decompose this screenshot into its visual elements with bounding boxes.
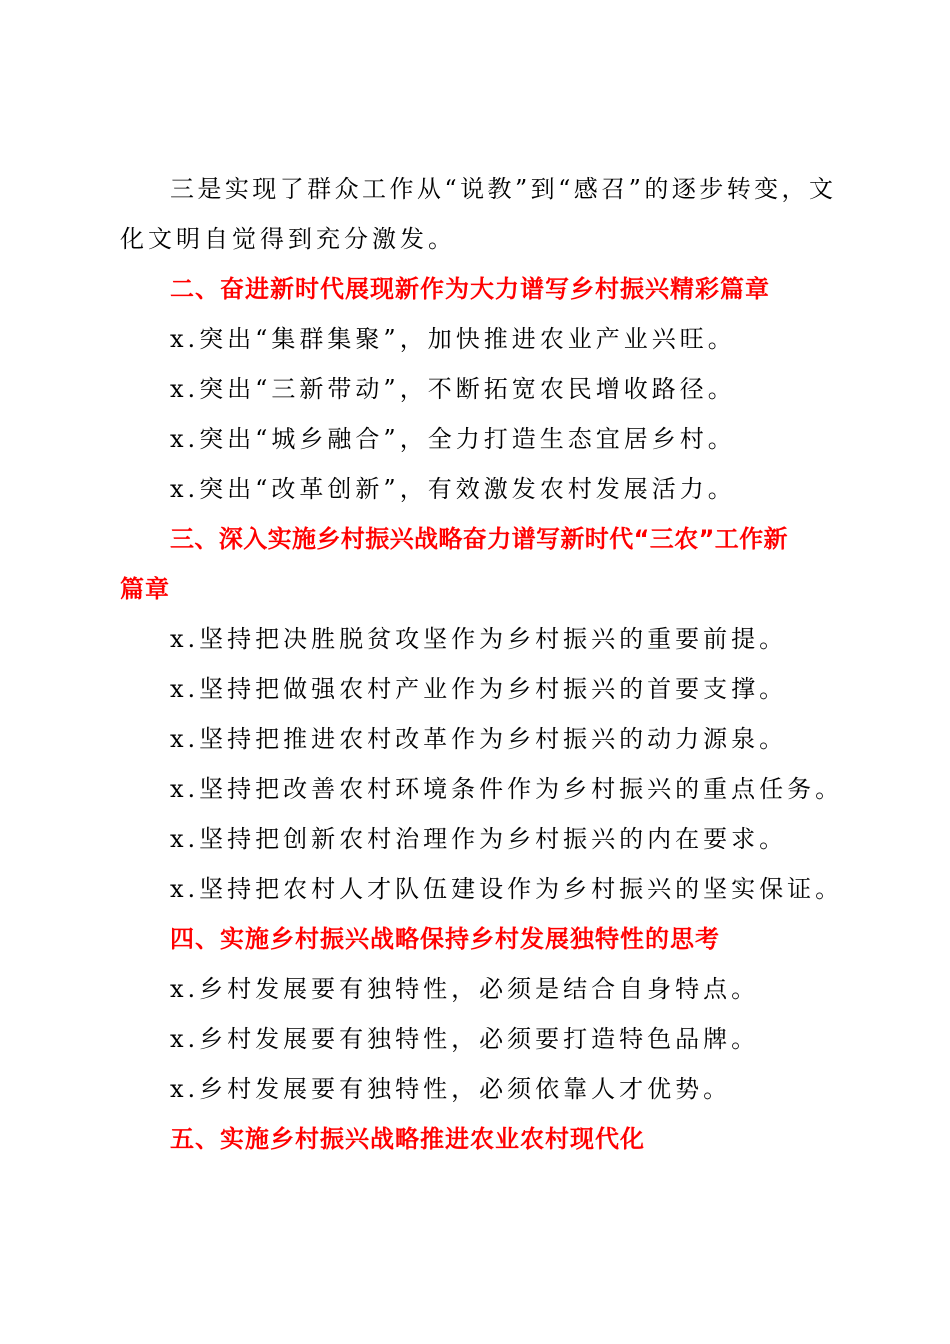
section-2-item-4: x.突出“改革创新”，有效激发农村发展活力。 bbox=[170, 475, 736, 503]
section-3-item-6: x.坚持把农村人才队伍建设作为乡村振兴的坚实保证。 bbox=[170, 875, 844, 903]
section-3-item-3: x.坚持把推进农村改革作为乡村振兴的动力源泉。 bbox=[170, 725, 788, 753]
section-5-heading: 五、实施乡村振兴战略推进农业农村现代化 bbox=[170, 1125, 645, 1153]
section-2-item-1: x.突出“集群集聚”，加快推进农业产业兴旺。 bbox=[170, 325, 736, 353]
intro-paragraph-line-2: 化文明自觉得到充分激发。 bbox=[120, 225, 456, 253]
section-3-heading-line-2: 篇章 bbox=[120, 575, 170, 603]
section-3-heading-line-1: 三、深入实施乡村振兴战略奋力谱写新时代“三农”工作新 bbox=[170, 525, 788, 553]
section-3-item-5: x.坚持把创新农村治理作为乡村振兴的内在要求。 bbox=[170, 825, 788, 853]
section-2-heading: 二、奋进新时代展现新作为大力谱写乡村振兴精彩篇章 bbox=[170, 275, 770, 303]
document-body bbox=[120, 164, 844, 1164]
section-3-item-2: x.坚持把做强农村产业作为乡村振兴的首要支撑。 bbox=[170, 675, 788, 703]
intro-paragraph-line-1: 三是实现了群众工作从“说教”到“感召”的逐步转变，文 bbox=[170, 175, 835, 203]
section-3-item-4: x.坚持把改善农村环境条件作为乡村振兴的重点任务。 bbox=[170, 775, 844, 803]
section-4-item-1: x.乡村发展要有独特性，必须是结合自身特点。 bbox=[170, 975, 760, 1003]
section-2-item-2: x.突出“三新带动”，不断拓宽农民增收路径。 bbox=[170, 375, 736, 403]
section-4-item-2: x.乡村发展要有独特性，必须要打造特色品牌。 bbox=[170, 1025, 760, 1053]
section-2-item-3: x.突出“城乡融合”，全力打造生态宜居乡村。 bbox=[170, 425, 736, 453]
section-4-item-3: x.乡村发展要有独特性，必须依靠人才优势。 bbox=[170, 1075, 732, 1103]
section-4-heading: 四、实施乡村振兴战略保持乡村发展独特性的思考 bbox=[170, 925, 720, 953]
section-3-item-1: x.坚持把决胜脱贫攻坚作为乡村振兴的重要前提。 bbox=[170, 625, 788, 653]
